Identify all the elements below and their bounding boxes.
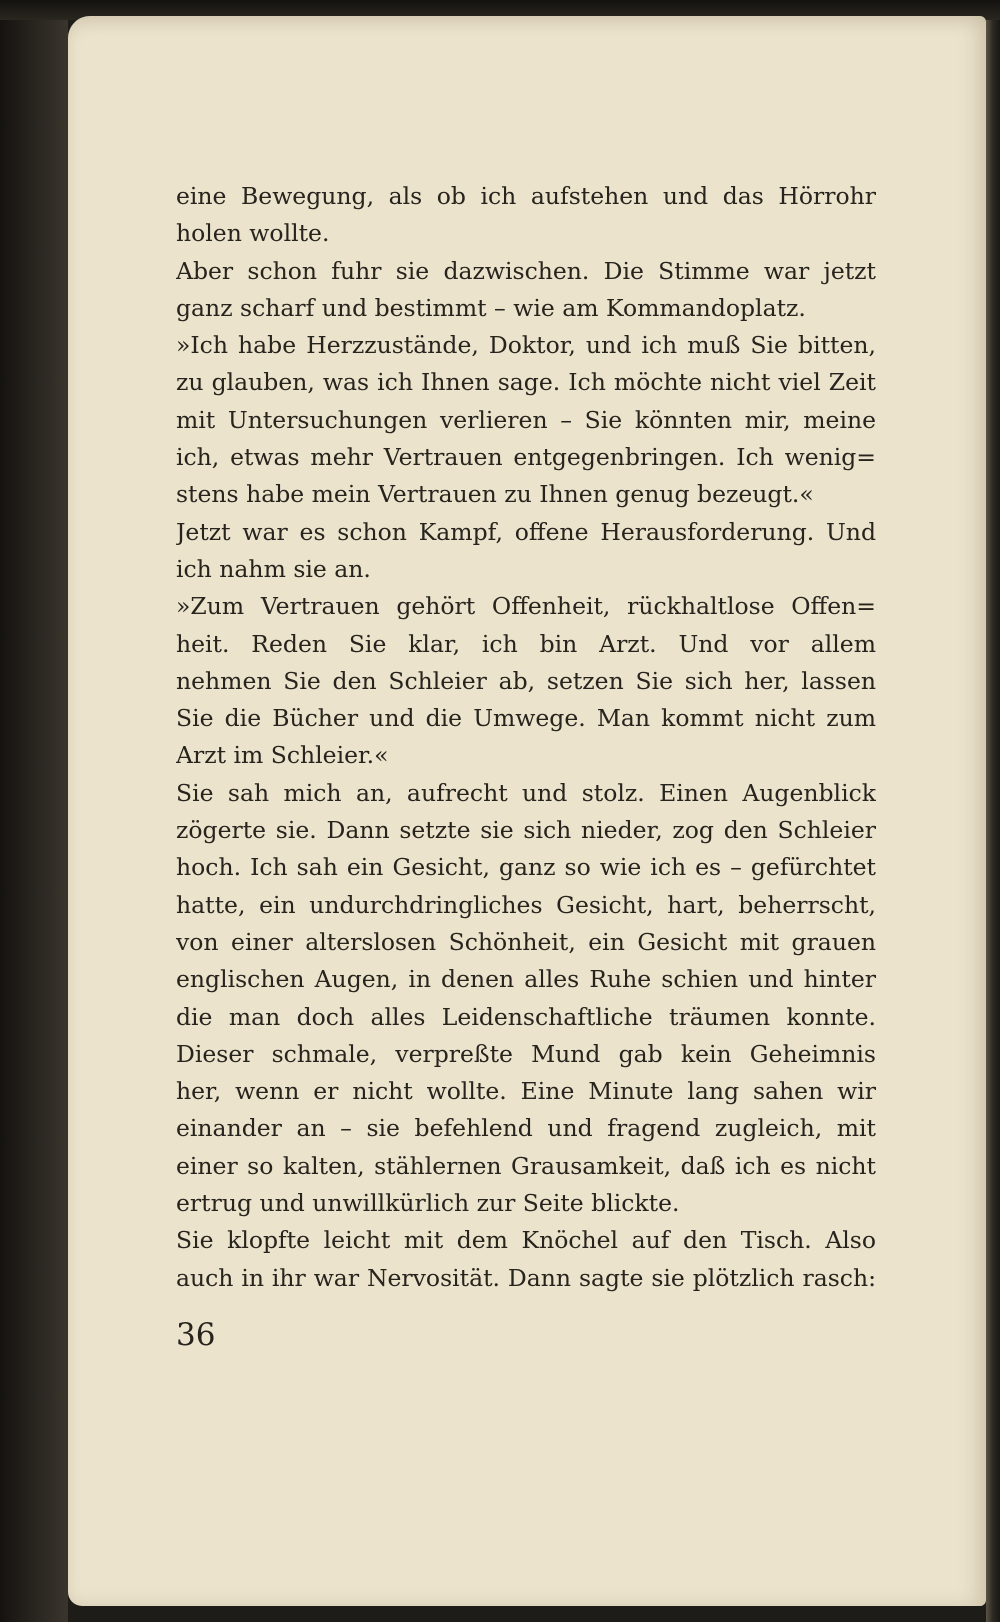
- text-line: auch in ihr war Nervosität. Dann sagte sie plötzlich rasch:: [176, 1263, 876, 1292]
- page-number: 36: [176, 1317, 216, 1353]
- text-line: mit Untersuchungen verlieren – Sie könnten mir, meine: [176, 405, 876, 434]
- text-line: hoch. Ich sah ein Gesicht, ganz so wie ich es – gefürchtet: [176, 853, 876, 882]
- text-line: von einer alterslosen Schönheit, ein Gesicht mit grauen: [176, 927, 876, 956]
- text-line: ertrug und unwillkürlich zur Seite blickte.: [176, 1189, 680, 1218]
- text-line: Jetzt war es schon Kampf, offene Herausforderung. Und: [176, 517, 876, 546]
- text-line: ich, etwas mehr Vertrauen entgegenbringen. Ich wenig=: [176, 443, 876, 472]
- text-line: »Ich habe Herzzustände, Doktor, und ich muß Sie bitten,: [176, 331, 876, 360]
- text-line: zu glauben, was ich Ihnen sage. Ich möchte nicht viel Zeit: [176, 368, 876, 397]
- text-line: Sie sah mich an, aufrecht und stolz. Einen Augenblick: [176, 778, 876, 807]
- text-line: holen wollte.: [176, 219, 330, 248]
- text-line: Sie klopfte leicht mit dem Knöchel auf den Tisch. Also: [176, 1226, 876, 1255]
- text-line: die man doch alles Leidenschaftliche träumen konnte.: [176, 1002, 876, 1031]
- text-line: einer so kalten, stählernen Grausamkeit, daß ich es nicht: [176, 1151, 876, 1180]
- text-line: eine Bewegung, als ob ich aufstehen und das Hörrohr: [176, 182, 876, 210]
- text-line: zögerte sie. Dann setzte sie sich nieder, zog den Schleier: [176, 816, 876, 845]
- text-line: Arzt im Schleier.«: [176, 741, 389, 770]
- text-line: her, wenn er nicht wollte. Eine Minute lang sahen wir: [176, 1077, 876, 1106]
- body-text: [176, 178, 876, 1297]
- text-line: hatte, ein undurchdringliches Gesicht, hart, beherrscht,: [176, 890, 876, 919]
- text-line: englischen Augen, in denen alles Ruhe schien und hinter: [176, 965, 876, 994]
- text-line: Aber schon fuhr sie dazwischen. Die Stimme war jetzt: [176, 256, 876, 285]
- scan-background-right: [986, 0, 1000, 1622]
- text-line: ich nahm sie an.: [176, 554, 371, 583]
- text-line: Sie die Bücher und die Umwege. Man kommt nicht zum: [176, 704, 876, 733]
- scan-background-left: [0, 0, 68, 1622]
- text-line: ganz scharf und bestimmt – wie am Kommandoplatz.: [176, 293, 806, 322]
- text-line: stens habe mein Vertrauen zu Ihnen genug bezeugt.«: [176, 480, 814, 509]
- text-line: »Zum Vertrauen gehört Offenheit, rückhaltlose Offen=: [176, 592, 876, 621]
- text-line: heit. Reden Sie klar, ich bin Arzt. Und vor allem: [176, 629, 876, 658]
- text-line: nehmen Sie den Schleier ab, setzen Sie sich her, lassen: [176, 666, 876, 695]
- text-line: Dieser schmale, verpreßte Mund gab kein Geheimnis: [176, 1039, 876, 1068]
- text-line: einander an – sie befehlend und fragend zugleich, mit: [176, 1114, 876, 1143]
